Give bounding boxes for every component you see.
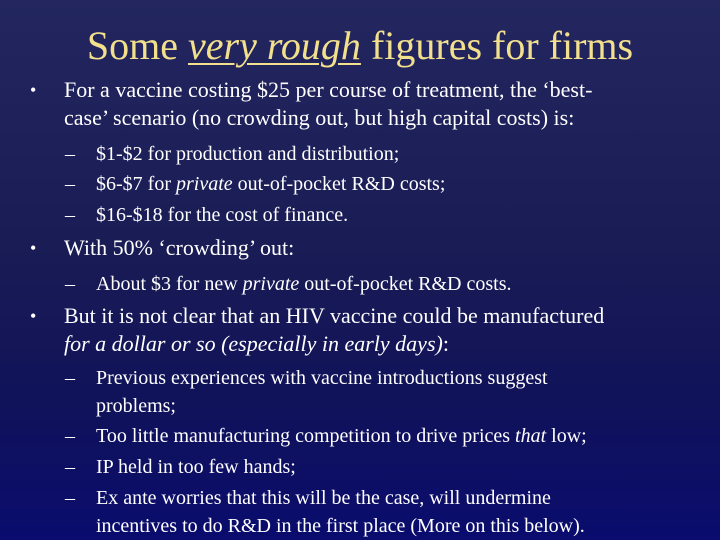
sub-text-pre: Too little manufacturing competition to drive prices bbox=[96, 425, 516, 447]
bullet-3-emphasis: for a dollar or so (especially in early days) bbox=[64, 331, 443, 356]
title-pre: Some bbox=[86, 23, 189, 68]
slide-title bbox=[0, 22, 720, 70]
sub-bullet-1-3 bbox=[65, 201, 696, 229]
sub-text-emphasis: private bbox=[175, 173, 233, 195]
sub-text-line-2: incentives to do R&D in the first place (More on this below). bbox=[96, 515, 585, 537]
sub-bullet-1-2 bbox=[65, 170, 696, 198]
dash-marker: – bbox=[65, 204, 75, 226]
sub-bullet-3-1 bbox=[65, 364, 696, 420]
bullet-marker: • bbox=[30, 238, 37, 258]
bullet-1-line-2: case’ scenario (no crowding out, but high capital costs) is: bbox=[64, 105, 575, 130]
sub-text-post: out-of-pocket R&D costs. bbox=[299, 273, 512, 295]
sub-text: IP held in too few hands; bbox=[96, 456, 296, 478]
sub-bullet-3-3 bbox=[65, 453, 696, 481]
dash-marker: – bbox=[65, 273, 75, 295]
sub-text-emphasis: private bbox=[242, 273, 300, 295]
title-post: figures for firms bbox=[360, 23, 634, 68]
bullet-3-line-1: But it is not clear that an HIV vaccine could be manufactured bbox=[64, 303, 605, 328]
dash-marker: – bbox=[65, 487, 75, 509]
sub-text-pre: About $3 for new bbox=[96, 273, 243, 295]
bullet-1-line-1: For a vaccine costing $25 per course of treatment, the ‘best- bbox=[64, 77, 593, 102]
dash-marker: – bbox=[65, 456, 75, 478]
bullet-3 bbox=[30, 302, 709, 358]
sub-bullet-3-4 bbox=[65, 484, 696, 540]
bullet-marker: • bbox=[30, 80, 37, 100]
dash-marker: – bbox=[65, 173, 75, 195]
sub-text-emphasis: that bbox=[515, 425, 547, 447]
bullet-3-line-2 bbox=[64, 330, 709, 358]
sub-bullet-2-1 bbox=[65, 270, 696, 298]
bullet-2-line-1: With 50% ‘crowding’ out: bbox=[64, 235, 295, 260]
bullet-1 bbox=[30, 76, 709, 132]
sub-bullet-3-2 bbox=[65, 422, 696, 450]
dash-marker: – bbox=[65, 425, 75, 447]
sub-text-line-1: Previous experiences with vaccine introductions suggest bbox=[96, 367, 548, 389]
sub-text-pre: $6-$7 for bbox=[96, 173, 176, 195]
sub-text-line-1: Ex ante worries that this will be the case, will undermine bbox=[96, 487, 551, 509]
sub-bullet-1-1 bbox=[65, 140, 696, 168]
bullet-3-post: : bbox=[442, 331, 449, 356]
title-emphasis: very rough bbox=[188, 23, 361, 68]
sub-text: $16-$18 for the cost of finance. bbox=[96, 204, 349, 226]
bullet-marker: • bbox=[30, 306, 37, 326]
sub-text-post: low; bbox=[546, 425, 587, 447]
sub-text-line-2: problems; bbox=[96, 395, 176, 417]
bullet-2 bbox=[30, 234, 709, 262]
dash-marker: – bbox=[65, 367, 75, 389]
sub-text-post: out-of-pocket R&D costs; bbox=[232, 173, 446, 195]
dash-marker: – bbox=[65, 143, 75, 165]
sub-text: $1-$2 for production and distribution; bbox=[96, 143, 400, 165]
